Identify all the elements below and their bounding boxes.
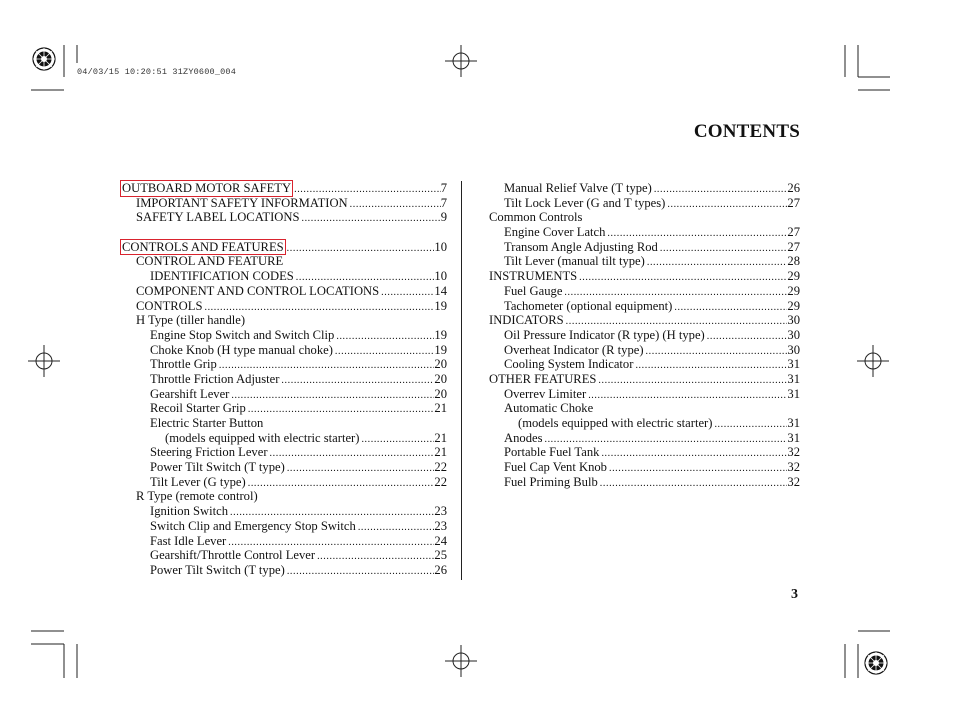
toc-entry-label: Oil Pressure Indicator (R type) (H type) bbox=[504, 327, 705, 342]
toc-entry[interactable] bbox=[121, 534, 447, 549]
toc-leader-dots bbox=[246, 401, 435, 418]
toc-entry[interactable] bbox=[489, 357, 800, 372]
toc-entry-label: Cooling System Indicator bbox=[504, 357, 634, 372]
toc-entry[interactable] bbox=[489, 343, 800, 358]
toc-entry-label: IDENTIFICATION CODES bbox=[150, 269, 294, 284]
toc-page-number: 30 bbox=[787, 327, 800, 342]
toc-entry[interactable] bbox=[489, 269, 800, 284]
toc-entry[interactable] bbox=[489, 475, 800, 490]
toc-entry[interactable] bbox=[489, 196, 800, 211]
toc-page-number: 20 bbox=[434, 386, 447, 401]
toc-entry[interactable] bbox=[121, 210, 447, 225]
toc-entry-label: Gearshift/Throttle Control Lever bbox=[150, 548, 316, 563]
toc-page-number: 31 bbox=[787, 357, 800, 372]
toc-right-column bbox=[489, 181, 800, 489]
toc-entry[interactable] bbox=[489, 431, 800, 446]
toc-page-number: 32 bbox=[787, 474, 800, 489]
toc-page-number: 20 bbox=[434, 357, 447, 372]
toc-entry-label: Common Controls bbox=[489, 210, 583, 225]
toc-page-number: 31 bbox=[787, 386, 800, 401]
toc-page-number: 19 bbox=[434, 327, 447, 342]
toc-section-label-highlighted: CONTROLS AND FEATURES bbox=[122, 239, 284, 254]
toc-entry-label: Power Tilt Switch (T type) bbox=[150, 460, 285, 475]
toc-entry[interactable] bbox=[489, 240, 800, 255]
toc-entry-label: Tilt Lock Lever (G and T types) bbox=[504, 195, 666, 210]
toc-page-number: 21 bbox=[434, 445, 447, 460]
toc-entry-label: CONTROL AND FEATURE bbox=[136, 254, 284, 269]
toc-entry bbox=[121, 225, 447, 240]
toc-entry-label: Gearshift Lever bbox=[150, 386, 230, 401]
toc-page-number: 21 bbox=[434, 430, 447, 445]
toc-entry[interactable] bbox=[121, 548, 447, 563]
toc-entry bbox=[489, 401, 800, 416]
toc-entry[interactable] bbox=[121, 181, 447, 196]
toc-page-number: 31 bbox=[787, 416, 800, 430]
toc-page-number: 7 bbox=[440, 195, 447, 210]
toc-entry bbox=[121, 489, 447, 504]
toc-entry[interactable] bbox=[121, 387, 447, 402]
toc-page-number: 26 bbox=[434, 562, 447, 577]
toc-entry-label: Transom Angle Adjusting Rod bbox=[504, 239, 658, 254]
toc-entry-label: INSTRUMENTS bbox=[489, 269, 578, 284]
toc-entry-label: Automatic Choke bbox=[504, 401, 594, 416]
toc-leader-dots bbox=[598, 475, 788, 492]
toc-page-number: 27 bbox=[787, 225, 800, 240]
toc-page-number: 19 bbox=[434, 298, 447, 313]
toc-entry[interactable] bbox=[121, 504, 447, 519]
toc-page-number: 10 bbox=[434, 269, 447, 284]
page-number: 3 bbox=[791, 587, 798, 602]
toc-page-number: 27 bbox=[787, 239, 800, 254]
toc-entry[interactable] bbox=[121, 445, 447, 460]
toc-page-number: 31 bbox=[787, 430, 800, 445]
toc-entry-label: Overheat Indicator (R type) bbox=[504, 342, 644, 357]
toc-left-column bbox=[121, 181, 447, 578]
toc-page-number: 19 bbox=[434, 342, 447, 357]
toc-section-label-highlighted: OUTBOARD MOTOR SAFETY bbox=[122, 181, 292, 195]
toc-entry[interactable] bbox=[121, 372, 447, 387]
toc-entry-label: Portable Fuel Tank bbox=[504, 445, 600, 460]
toc-entry[interactable] bbox=[121, 299, 447, 314]
toc-leader-dots bbox=[246, 475, 435, 492]
toc-page-number: 9 bbox=[440, 210, 447, 225]
toc-entry-label: Switch Clip and Emergency Stop Switch bbox=[150, 518, 356, 533]
toc-entry[interactable] bbox=[489, 181, 800, 196]
toc-leader-dots bbox=[285, 240, 435, 257]
toc-entry-label: (models equipped with electric starter) bbox=[165, 430, 360, 445]
toc-entry-label: Power Tilt Switch (T type) bbox=[150, 562, 285, 577]
toc-page-number: 30 bbox=[787, 342, 800, 357]
toc-page-number: 14 bbox=[434, 283, 447, 298]
toc-entry bbox=[489, 210, 800, 225]
toc-entry-label: OTHER FEATURES bbox=[489, 371, 597, 386]
toc-entry[interactable] bbox=[121, 240, 447, 255]
toc-entry-label: Fuel Priming Bulb bbox=[504, 474, 598, 489]
toc-entry[interactable] bbox=[121, 431, 447, 446]
toc-entry bbox=[121, 313, 447, 328]
toc-entry-label: Tilt Lever (manual tilt type) bbox=[504, 254, 645, 269]
toc-entry[interactable] bbox=[121, 519, 447, 534]
toc-entry[interactable] bbox=[121, 284, 447, 299]
toc-entry[interactable] bbox=[121, 343, 447, 358]
toc-entry[interactable] bbox=[489, 416, 800, 431]
toc-page-number: 25 bbox=[434, 548, 447, 563]
toc-entry[interactable] bbox=[489, 313, 800, 328]
toc-entry-label: CONTROLS bbox=[136, 298, 203, 313]
toc-entry-label: Fast Idle Lever bbox=[150, 533, 227, 548]
toc-page-number: 24 bbox=[434, 533, 447, 548]
toc-entry[interactable] bbox=[489, 328, 800, 343]
toc-leader-dots bbox=[586, 387, 787, 404]
toc-page-number: 23 bbox=[434, 504, 447, 519]
toc-entry-label: Choke Knob (H type manual choke) bbox=[150, 342, 333, 357]
toc-leader-dots bbox=[285, 563, 435, 580]
toc-page-number: 31 bbox=[787, 371, 800, 386]
toc-entry[interactable] bbox=[489, 460, 800, 475]
toc-entry[interactable] bbox=[121, 475, 447, 490]
toc-entry-label: Tachometer (optional equipment) bbox=[504, 298, 673, 313]
toc-entry[interactable] bbox=[121, 460, 447, 475]
toc-entry-label: Tilt Lever (G type) bbox=[150, 474, 246, 489]
toc-page-number: 10 bbox=[434, 239, 447, 254]
column-divider bbox=[461, 181, 462, 580]
toc-page-number: 23 bbox=[434, 518, 447, 533]
toc-page-number: 30 bbox=[787, 313, 800, 328]
toc-page-number: 28 bbox=[787, 254, 800, 269]
toc-page-number: 20 bbox=[434, 371, 447, 386]
toc-entry-label: Throttle Friction Adjuster bbox=[150, 371, 280, 386]
registration-target-bottom-right bbox=[865, 652, 887, 674]
toc-page-number: 29 bbox=[787, 298, 800, 313]
toc-page-number: 7 bbox=[440, 181, 447, 195]
toc-entry-label: INDICATORS bbox=[489, 313, 564, 328]
toc-entry-label: Fuel Cap Vent Knob bbox=[504, 460, 607, 475]
toc-entry bbox=[121, 416, 447, 431]
toc-entry[interactable] bbox=[121, 328, 447, 343]
toc-entry-label: COMPONENT AND CONTROL LOCATIONS bbox=[136, 283, 380, 298]
toc-entry[interactable] bbox=[121, 269, 447, 284]
toc-leader-dots bbox=[299, 210, 440, 227]
toc-entry-label: Fuel Gauge bbox=[504, 283, 563, 298]
toc-page-number: 21 bbox=[434, 401, 447, 416]
toc-entry-label: Throttle Grip bbox=[150, 357, 217, 372]
toc-entry-label: Anodes bbox=[504, 430, 543, 445]
toc-entry-label: H Type (tiller handle) bbox=[136, 313, 246, 328]
toc-page-number: 27 bbox=[787, 195, 800, 210]
toc-entry[interactable] bbox=[489, 445, 800, 460]
toc-entry-label: (models equipped with electric starter) bbox=[518, 416, 713, 430]
toc-entry[interactable] bbox=[489, 254, 800, 269]
toc-entry bbox=[121, 254, 447, 269]
toc-entry-label: Engine Cover Latch bbox=[504, 225, 606, 240]
toc-entry-label: Engine Stop Switch and Switch Clip bbox=[150, 327, 335, 342]
toc-page-number: 32 bbox=[787, 445, 800, 460]
toc-entry-label: Recoil Starter Grip bbox=[150, 401, 246, 416]
toc-entry[interactable] bbox=[121, 196, 447, 211]
toc-entry-label: Overrev Limiter bbox=[504, 386, 587, 401]
toc-entry[interactable] bbox=[489, 299, 800, 314]
toc-leader-dots bbox=[665, 196, 787, 213]
toc-page-number: 22 bbox=[434, 474, 447, 489]
registration-target-top-left bbox=[33, 48, 55, 70]
toc-entry[interactable] bbox=[489, 387, 800, 402]
toc-entry-label: SAFETY LABEL LOCATIONS bbox=[136, 210, 300, 225]
toc-entry-label: IMPORTANT SAFETY INFORMATION bbox=[136, 195, 348, 210]
toc-page-number: 29 bbox=[787, 269, 800, 284]
toc-page-number: 32 bbox=[787, 460, 800, 475]
toc-entry[interactable] bbox=[489, 225, 800, 240]
toc-entry[interactable] bbox=[121, 401, 447, 416]
toc-entry[interactable] bbox=[489, 372, 800, 387]
toc-entry[interactable] bbox=[121, 563, 447, 578]
toc-entry-label: Steering Friction Lever bbox=[150, 445, 268, 460]
page-title: CONTENTS bbox=[693, 121, 800, 142]
toc-entry-label: R Type (remote control) bbox=[136, 489, 258, 504]
toc-entry[interactable] bbox=[489, 284, 800, 299]
toc-entry-label: Manual Relief Valve (T type) bbox=[504, 181, 652, 195]
toc-entry[interactable] bbox=[121, 357, 447, 372]
toc-entry-label: Ignition Switch bbox=[150, 504, 229, 519]
toc-page-number: 26 bbox=[787, 181, 800, 195]
print-stamp: 04/03/15 10:20:51 31ZY0600_004 bbox=[77, 67, 237, 77]
toc-page-number: 29 bbox=[787, 283, 800, 298]
toc-entry-label: Electric Starter Button bbox=[150, 416, 264, 430]
toc-page-number: 22 bbox=[434, 460, 447, 475]
